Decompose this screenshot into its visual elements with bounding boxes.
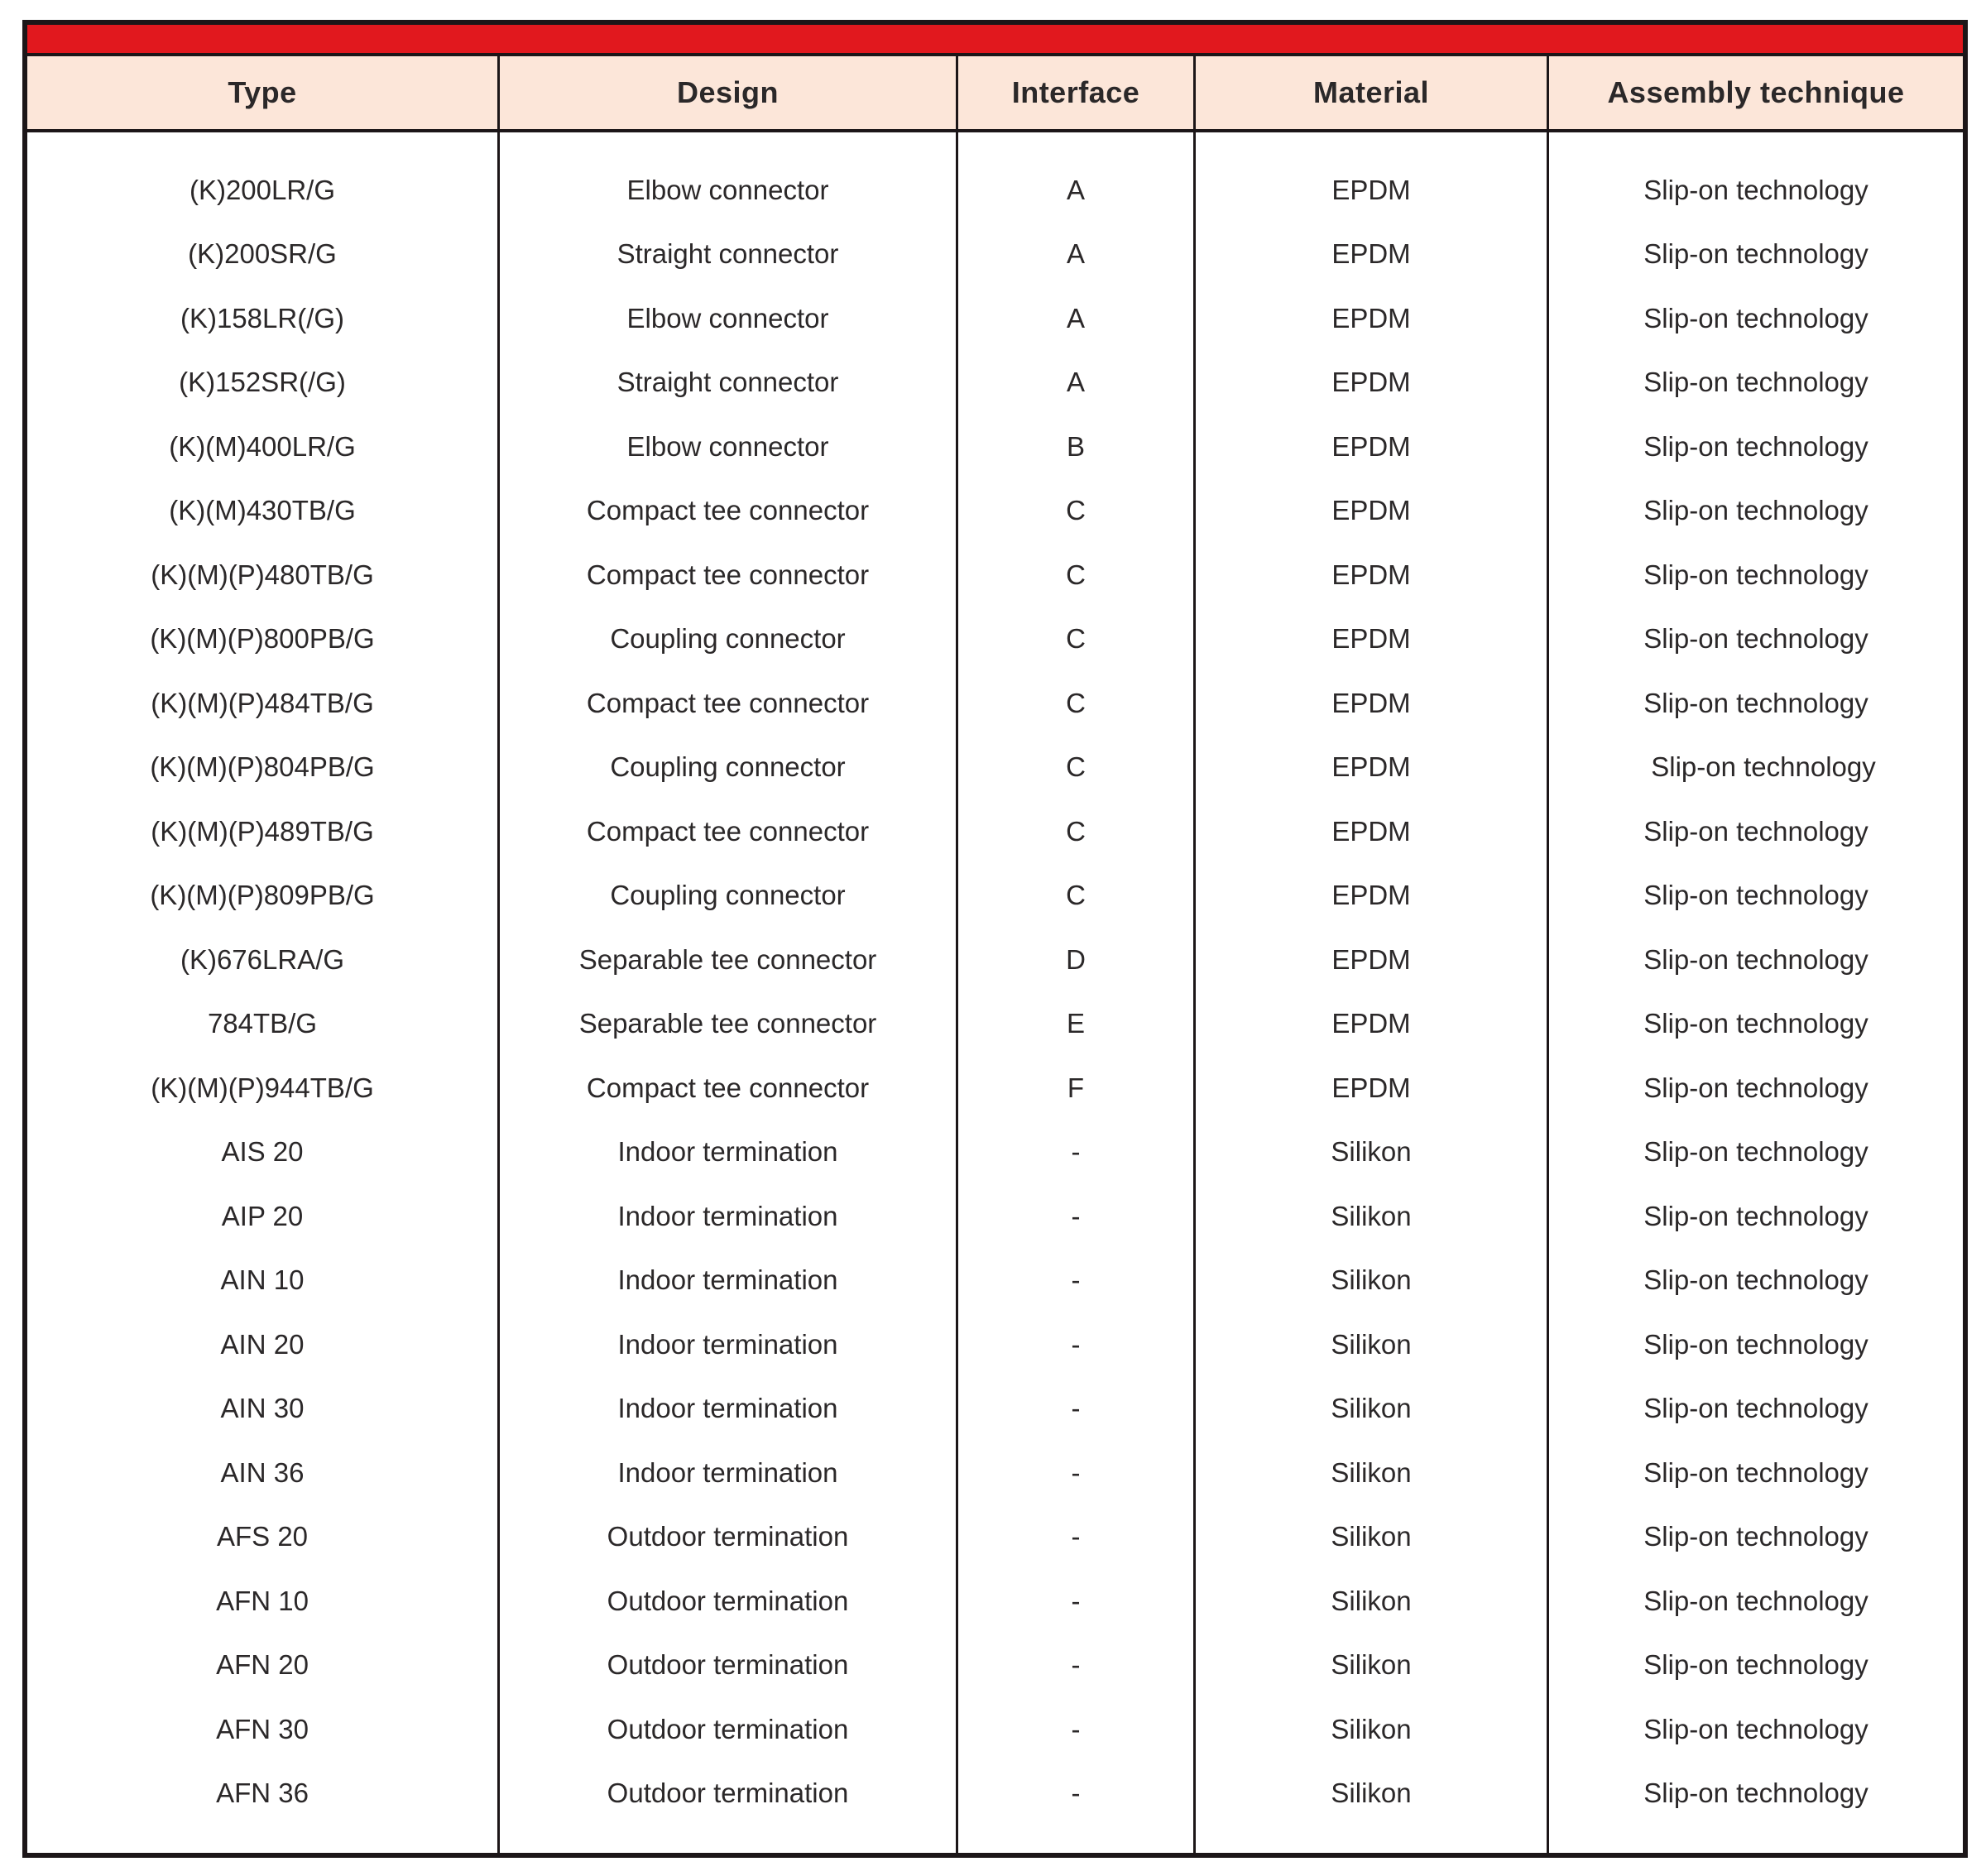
- cell-material: Silikon: [1331, 1649, 1412, 1681]
- cell-design: Coupling connector: [610, 623, 846, 655]
- cell-assembly: Slip-on technology: [1643, 238, 1868, 270]
- cell-assembly: Slip-on technology: [1643, 1649, 1868, 1681]
- cell-type: (K)152SR(/G): [179, 367, 346, 398]
- cell-interface: -: [1071, 1521, 1081, 1552]
- cell-interface: -: [1071, 1778, 1081, 1809]
- cell-type: (K)(M)430TB/G: [169, 495, 356, 526]
- cell-type: 784TB/G: [207, 1008, 318, 1039]
- cell-interface: F: [1067, 1072, 1085, 1103]
- cell-material: EPDM: [1331, 302, 1411, 333]
- cell-design: Indoor termination: [617, 1456, 838, 1488]
- cell-type: AIN 36: [220, 1456, 305, 1488]
- cell-material: Silikon: [1331, 1778, 1412, 1809]
- cell-material: Silikon: [1331, 1713, 1412, 1744]
- cell-type: (K)158LR(/G): [180, 302, 345, 333]
- cell-material: Silikon: [1331, 1200, 1412, 1231]
- cell-type: AFN 10: [216, 1585, 309, 1616]
- column-header-material: Material: [1196, 56, 1549, 129]
- cell-type: (K)200SR/G: [188, 238, 337, 270]
- cell-type: (K)(M)(P)484TB/G: [151, 687, 374, 718]
- cell-design: Outdoor termination: [607, 1585, 849, 1616]
- cell-type: (K)(M)(P)809PB/G: [150, 880, 375, 911]
- cell-interface: -: [1071, 1649, 1081, 1681]
- column-header-type: Type: [27, 56, 500, 129]
- cell-assembly: Slip-on technology: [1643, 559, 1868, 590]
- cell-assembly: Slip-on technology: [1643, 1008, 1868, 1039]
- column-material: [1196, 132, 1549, 1853]
- cell-type: (K)(M)(P)800PB/G: [150, 623, 375, 655]
- cell-assembly: Slip-on technology: [1643, 1136, 1868, 1168]
- product-table: [22, 20, 1968, 1858]
- cell-type: AIN 20: [220, 1328, 305, 1360]
- cell-interface: B: [1066, 430, 1085, 462]
- cell-material: EPDM: [1331, 238, 1411, 270]
- cell-assembly: Slip-on technology: [1643, 1585, 1868, 1616]
- cell-material: EPDM: [1331, 880, 1411, 911]
- cell-assembly: Slip-on technology: [1643, 623, 1868, 655]
- cell-material: EPDM: [1331, 751, 1411, 783]
- cell-design: Compact tee connector: [586, 815, 870, 847]
- cell-design: Coupling connector: [610, 880, 846, 911]
- cell-material: EPDM: [1331, 687, 1411, 718]
- cell-assembly: Slip-on technology: [1643, 1200, 1868, 1231]
- cell-type: AIS 20: [221, 1136, 304, 1168]
- cell-assembly: Slip-on technology: [1643, 1264, 1868, 1296]
- cell-assembly: Slip-on technology: [1643, 1778, 1868, 1809]
- cell-interface: A: [1066, 238, 1085, 270]
- cell-assembly: Slip-on technology: [1643, 815, 1868, 847]
- cell-type: (K)(M)(P)489TB/G: [151, 815, 374, 847]
- table-title-bar: [27, 25, 1963, 56]
- cell-interface: D: [1066, 943, 1086, 975]
- cell-interface: -: [1071, 1585, 1081, 1616]
- cell-design: Outdoor termination: [607, 1713, 849, 1744]
- cell-material: EPDM: [1331, 943, 1411, 975]
- cell-design: Indoor termination: [617, 1393, 838, 1424]
- cell-design: Separable tee connector: [578, 1008, 877, 1039]
- table-body: [27, 132, 1963, 1853]
- cell-assembly: Slip-on technology: [1643, 495, 1868, 526]
- cell-interface: -: [1071, 1393, 1081, 1424]
- cell-material: EPDM: [1331, 174, 1411, 205]
- cell-material: Silikon: [1331, 1521, 1412, 1552]
- cell-design: Elbow connector: [626, 430, 829, 462]
- cell-interface: A: [1066, 302, 1085, 333]
- cell-material: Silikon: [1331, 1585, 1412, 1616]
- cell-design: Indoor termination: [617, 1136, 838, 1168]
- cell-design: Compact tee connector: [586, 559, 870, 590]
- cell-interface: -: [1071, 1713, 1081, 1744]
- cell-design: Straight connector: [616, 238, 839, 270]
- cell-assembly: Slip-on technology: [1643, 367, 1868, 398]
- cell-assembly: Slip-on technology: [1643, 1456, 1868, 1488]
- cell-design: Compact tee connector: [586, 495, 870, 526]
- cell-assembly: Slip-on technology: [1643, 174, 1868, 205]
- table-header-row: [27, 56, 1963, 132]
- column-header-assembly: Assembly technique: [1607, 75, 1905, 109]
- cell-assembly: Slip-on technology: [1651, 751, 1876, 783]
- cell-type: AIN 10: [220, 1264, 305, 1296]
- cell-design: Coupling connector: [610, 751, 846, 783]
- cell-type: (K)200LR/G: [189, 174, 336, 205]
- cell-assembly: Slip-on technology: [1643, 1328, 1868, 1360]
- column-design: [500, 132, 958, 1853]
- cell-material: Silikon: [1331, 1393, 1412, 1424]
- cell-interface: C: [1066, 880, 1086, 911]
- cell-type: (K)(M)(P)804PB/G: [150, 751, 375, 783]
- cell-interface: C: [1066, 495, 1086, 526]
- cell-interface: -: [1071, 1456, 1081, 1488]
- cell-type: (K)(M)(P)944TB/G: [151, 1072, 374, 1103]
- cell-assembly: Slip-on technology: [1643, 943, 1868, 975]
- cell-assembly: Slip-on technology: [1643, 1521, 1868, 1552]
- cell-material: EPDM: [1331, 559, 1411, 590]
- cell-type: (K)(M)400LR/G: [169, 430, 356, 462]
- cell-interface: C: [1066, 687, 1086, 718]
- cell-type: (K)(M)(P)480TB/G: [151, 559, 374, 590]
- cell-material: EPDM: [1331, 367, 1411, 398]
- cell-assembly: Slip-on technology: [1643, 1713, 1868, 1744]
- cell-assembly: Slip-on technology: [1643, 880, 1868, 911]
- cell-design: Indoor termination: [617, 1200, 838, 1231]
- cell-material: EPDM: [1331, 1072, 1411, 1103]
- cell-design: Separable tee connector: [578, 943, 877, 975]
- cell-type: AFN 36: [216, 1778, 309, 1809]
- cell-material: Silikon: [1331, 1456, 1412, 1488]
- column-header-design: Design: [500, 56, 958, 129]
- column-assembly: [1549, 132, 1963, 1853]
- cell-interface: -: [1071, 1328, 1081, 1360]
- cell-assembly: Slip-on technology: [1643, 1393, 1868, 1424]
- cell-material: Silikon: [1331, 1136, 1412, 1168]
- cell-design: Indoor termination: [617, 1264, 838, 1296]
- cell-type: AIP 20: [221, 1200, 304, 1231]
- cell-material: Silikon: [1331, 1264, 1412, 1296]
- cell-interface: C: [1066, 815, 1086, 847]
- cell-material: EPDM: [1331, 815, 1411, 847]
- cell-material: EPDM: [1331, 1008, 1411, 1039]
- cell-material: EPDM: [1331, 495, 1411, 526]
- cell-material: EPDM: [1331, 623, 1411, 655]
- cell-assembly: Slip-on technology: [1643, 687, 1868, 718]
- cell-interface: -: [1071, 1200, 1081, 1231]
- cell-design: Outdoor termination: [607, 1521, 849, 1552]
- cell-design: Elbow connector: [626, 174, 829, 205]
- cell-type: AFN 20: [216, 1649, 309, 1681]
- cell-interface: A: [1066, 174, 1085, 205]
- column-interface: [958, 132, 1196, 1853]
- cell-design: Compact tee connector: [586, 1072, 870, 1103]
- cell-assembly: Slip-on technology: [1643, 302, 1868, 333]
- cell-type: AIN 30: [220, 1393, 305, 1424]
- cell-interface: E: [1066, 1008, 1085, 1039]
- cell-type: (K)676LRA/G: [180, 943, 345, 975]
- cell-interface: -: [1071, 1264, 1081, 1296]
- cell-design: Indoor termination: [617, 1328, 838, 1360]
- cell-type: AFS 20: [216, 1521, 309, 1552]
- cell-assembly: Slip-on technology: [1643, 430, 1868, 462]
- cell-design: Straight connector: [616, 367, 839, 398]
- cell-interface: C: [1066, 623, 1086, 655]
- cell-type: AFN 30: [216, 1713, 309, 1744]
- cell-design: Compact tee connector: [586, 687, 870, 718]
- cell-material: Silikon: [1331, 1328, 1412, 1360]
- cell-interface: C: [1066, 751, 1086, 783]
- cell-material: EPDM: [1331, 430, 1411, 462]
- cell-assembly: Slip-on technology: [1643, 1072, 1868, 1103]
- cell-interface: A: [1066, 367, 1085, 398]
- cell-design: Outdoor termination: [607, 1778, 849, 1809]
- cell-interface: -: [1071, 1136, 1081, 1168]
- column-type: [27, 132, 500, 1853]
- cell-interface: C: [1066, 559, 1086, 590]
- column-header-interface: Interface: [958, 56, 1196, 129]
- cell-design: Elbow connector: [626, 302, 829, 333]
- cell-design: Outdoor termination: [607, 1649, 849, 1681]
